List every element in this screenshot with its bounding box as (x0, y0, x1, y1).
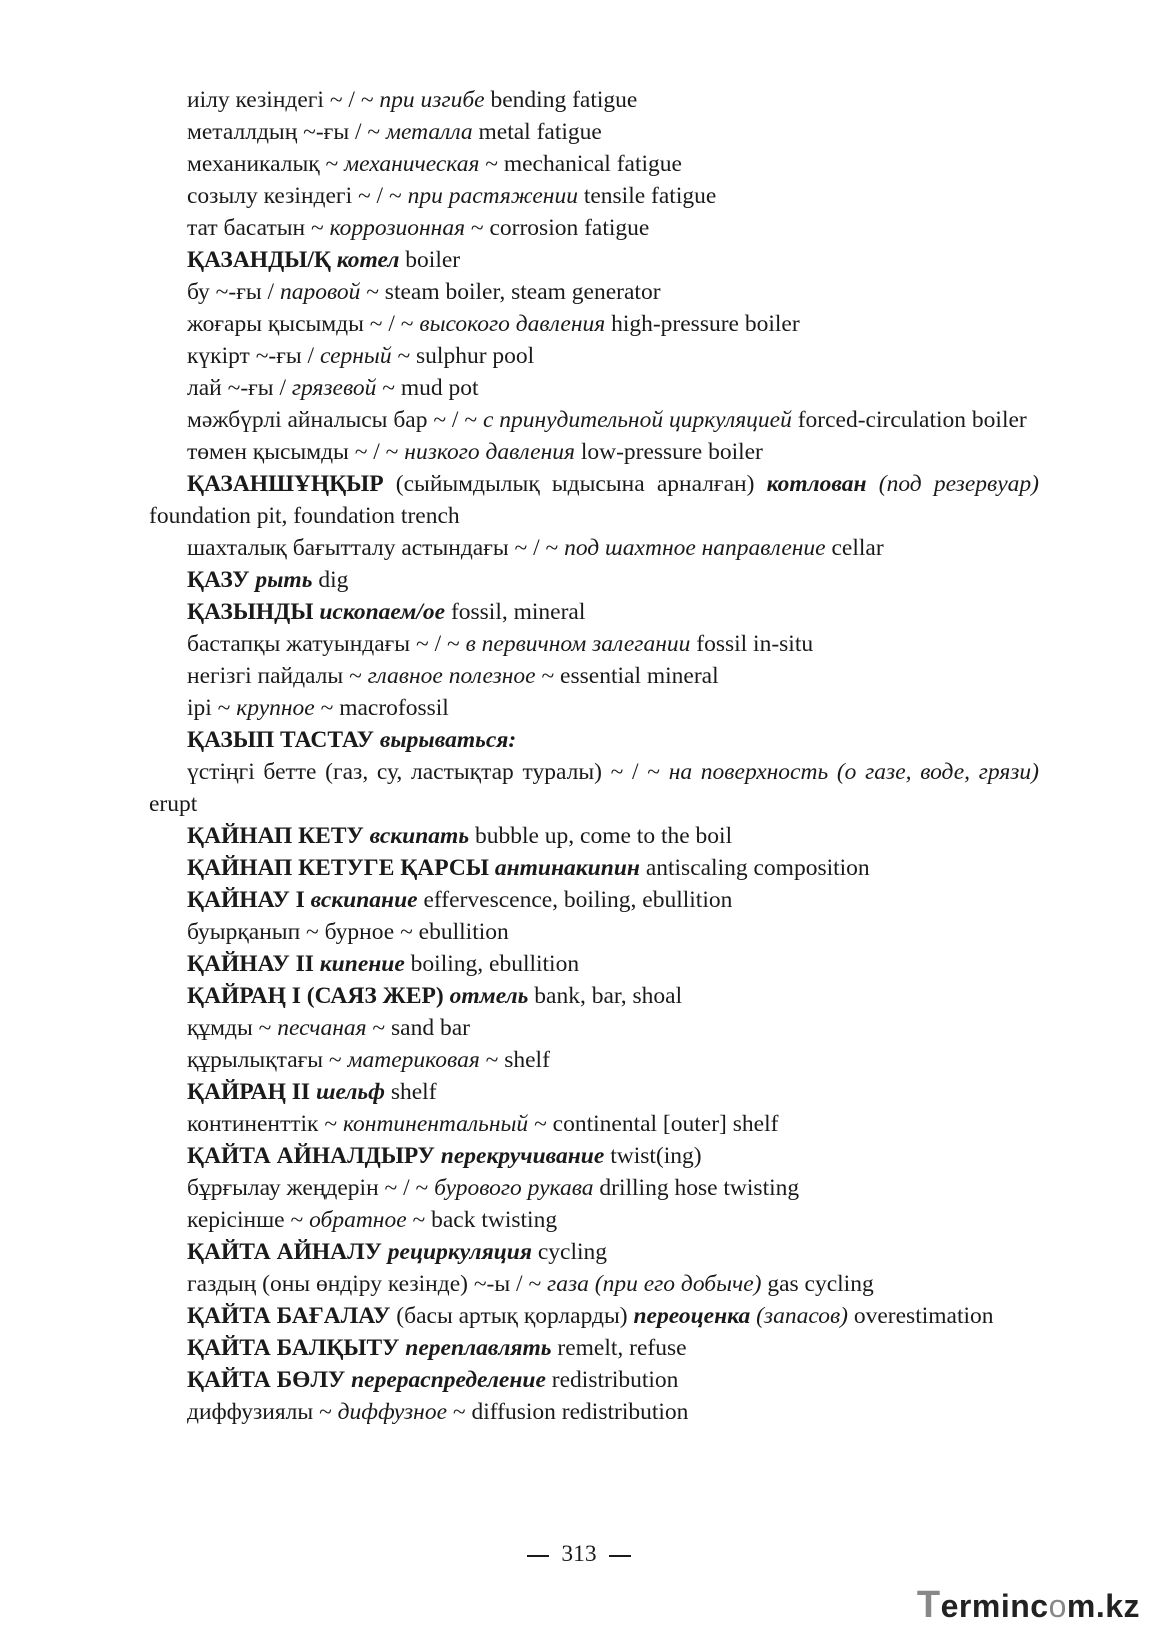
russian-headword: перераспределение (351, 1367, 546, 1393)
headword: ҚАЙНАП КЕТУ (187, 823, 364, 849)
dictionary-entry (149, 340, 1039, 372)
entry-text: bubble up, come to the boil (469, 823, 733, 849)
entry-text: tensile fatigue (577, 183, 717, 209)
russian-term: металла (385, 119, 473, 145)
page-footer (0, 1541, 1158, 1568)
headword: ҚАЗЫНДЫ (187, 599, 314, 625)
entry-text: шахталық бағытталу астындағы ~ / ~ (187, 535, 565, 561)
entry-text: созылу кезіндегі ~ / ~ (187, 183, 408, 209)
headword: ҚАЙНАУ II (187, 951, 314, 977)
dictionary-entry (149, 180, 1039, 212)
entry-text: жоғары қысымды ~ / ~ (187, 311, 420, 337)
headword: ҚАЗАНШҰҢҚЫР (187, 471, 384, 497)
headword: ҚАЙНАП КЕТУГЕ ҚАРСЫ (187, 855, 489, 881)
russian-term: с принудительной циркуляцией (482, 407, 792, 433)
headword: ҚАЗЫП ТАСТАУ (187, 727, 374, 753)
dictionary-entry (149, 1300, 1039, 1332)
russian-term: грязевой (291, 375, 377, 401)
russian-headword: вскипать (369, 823, 470, 849)
entry-text: иілу кезіндегі ~ / ~ (187, 87, 380, 113)
headword: ҚАЙРАҢ I (САЯЗ ЖЕР) (187, 983, 444, 1009)
entry-text: ~ macrofossil (314, 695, 449, 721)
dictionary-entry (149, 212, 1039, 244)
headword: ҚАЙТА АЙНАЛУ (187, 1239, 382, 1265)
entry-text: төмен қысымды ~ / ~ (187, 439, 405, 465)
entry-text: boiler (399, 247, 461, 273)
dictionary-entry (149, 436, 1039, 468)
entry-text: fossil in-situ (690, 631, 814, 657)
entry-text: forced-circulation boiler (791, 407, 1027, 433)
termincom-logo: Termincom.kz (916, 1584, 1140, 1626)
entry-text: boiling, ebullition (404, 951, 580, 977)
entry-text: мәжбүрлі айналысы бар ~ / ~ (187, 407, 483, 433)
entry-text: ~ back twisting (406, 1207, 558, 1233)
entry-text: effervescence, boiling, ebullition (417, 887, 733, 913)
headword: ҚАЙТА АЙНАЛДЫРУ (187, 1143, 435, 1169)
dictionary-entry (149, 1364, 1039, 1396)
russian-term: на поверхность (о газе, воде, грязи) (668, 759, 1039, 785)
dictionary-entry (149, 564, 1039, 596)
entry-text: тат басатын ~ (187, 215, 330, 241)
entry-text (867, 471, 879, 497)
entry-text: күкірт ~-ғы / (187, 343, 320, 369)
russian-headword: шельф (315, 1079, 385, 1105)
entry-text: antiscaling composition (639, 855, 870, 881)
dictionary-entry (149, 692, 1039, 724)
dictionary-entry (149, 1140, 1039, 1172)
headword: ҚАЗУ (187, 567, 250, 593)
entry-text: құрылықтағы ~ (187, 1047, 348, 1073)
dictionary-entry (149, 1236, 1039, 1268)
russian-term: бурового рукава (434, 1175, 594, 1201)
entry-text: redistribution (545, 1367, 679, 1393)
entry-text: high-pressure boiler (605, 311, 800, 337)
russian-headword: вырываться: (379, 727, 517, 753)
russian-headword: рециркуляция (387, 1239, 532, 1265)
dictionary-entry (149, 948, 1039, 980)
dictionary-entry (149, 372, 1039, 404)
entry-text: dig (312, 567, 349, 593)
dictionary-entry (149, 1268, 1039, 1300)
russian-term: паровой (279, 279, 361, 305)
russian-term: газа (при его добыче) (547, 1271, 762, 1297)
russian-term: в первичном залегании (465, 631, 691, 657)
russian-term: диффузное (337, 1399, 448, 1425)
russian-term: главное полезное (367, 663, 536, 689)
entry-text: бастапқы жатуындағы ~ / ~ (187, 631, 466, 657)
russian-term: высокого давления (419, 311, 606, 337)
dictionary-entry (149, 756, 1039, 820)
entry-text: бұрғылау жеңдерін ~ / ~ (187, 1175, 435, 1201)
russian-headword: котлован (766, 471, 867, 497)
russian-term: (под резервуар) (878, 471, 1039, 497)
dictionary-entry (149, 980, 1039, 1012)
russian-term: материковая (347, 1047, 480, 1073)
headword: ҚАЗАНДЫ/Қ (187, 247, 331, 273)
dictionary-entry (149, 1332, 1039, 1364)
dictionary-entry (149, 404, 1039, 436)
russian-term: под шахтное направление (564, 535, 826, 561)
entry-text: ~ sulphur pool (391, 343, 535, 369)
dictionary-entry (149, 468, 1039, 532)
entry-text: механикалық ~ (187, 151, 345, 177)
entry-text: cellar (825, 535, 884, 561)
footer-dash-right (609, 1555, 631, 1557)
page-number: 313 (561, 1541, 597, 1567)
headword: ҚАЙНАУ I (187, 887, 305, 913)
entry-text: gas cycling (761, 1271, 874, 1297)
dictionary-entry (149, 820, 1039, 852)
entry-text: металлдың ~-ғы / ~ (187, 119, 386, 145)
entry-text: erupt (149, 791, 198, 817)
entry-text: drilling hose twisting (593, 1175, 800, 1201)
entry-text: құмды ~ (187, 1015, 278, 1041)
entry-text: ~ steam boiler, steam generator (360, 279, 661, 305)
dictionary-entry (149, 1204, 1039, 1236)
russian-headword: отмель (449, 983, 529, 1009)
russian-term: механическая (344, 151, 480, 177)
russian-headword: рыть (255, 567, 313, 593)
entry-text: газдың (оны өндіру кезінде) ~-ы / ~ (187, 1271, 548, 1297)
entry-text: ~ shelf (479, 1047, 550, 1073)
entry-text: fossil, mineral (445, 599, 586, 625)
russian-term: континентальный (342, 1111, 529, 1137)
entry-text: ~ diffusion redistribution (447, 1399, 689, 1425)
entry-text: twist(ing) (604, 1143, 702, 1169)
dictionary-entry (149, 84, 1039, 116)
entry-text: metal fatigue (472, 119, 602, 145)
dictionary-entry (149, 724, 1039, 756)
dictionary-entry (149, 308, 1039, 340)
dictionary-entry (149, 1044, 1039, 1076)
dictionary-entry (149, 1396, 1039, 1428)
dictionary-entry (149, 148, 1039, 180)
entry-text: (басы артық қорларды) (390, 1303, 634, 1329)
russian-term: песчаная (277, 1015, 367, 1041)
russian-headword: вскипание (310, 887, 418, 913)
entry-text: low-pressure boiler (574, 439, 763, 465)
dictionary-entry (149, 884, 1039, 916)
headword: ҚАЙТА БӨЛУ (187, 1367, 346, 1393)
russian-headword: антинакипин (494, 855, 640, 881)
entry-text: континенттік ~ (187, 1111, 343, 1137)
dictionary-entry (149, 1012, 1039, 1044)
dictionary-entry (149, 116, 1039, 148)
entry-text: ~ mechanical fatigue (479, 151, 682, 177)
entry-text: ~ corrosion fatigue (465, 215, 650, 241)
entry-text: ~ mud pot (376, 375, 479, 401)
russian-headword: перекручивание (440, 1143, 605, 1169)
headword: ҚАЙРАҢ II (187, 1079, 311, 1105)
russian-headword: переоценка (633, 1303, 751, 1329)
footer-dash-left (527, 1555, 549, 1557)
russian-headword: котел (336, 247, 400, 273)
dictionary-entry (149, 1108, 1039, 1140)
entry-text: (сыйымдылық ыдысына арналған) (383, 471, 767, 497)
entry-text: shelf (384, 1079, 437, 1105)
russian-term: низкого давления (404, 439, 575, 465)
dictionary-entry (149, 596, 1039, 628)
russian-term: при растяжении (407, 183, 578, 209)
entry-text: ~ sand bar (366, 1015, 470, 1041)
entry-text: overestimation (847, 1303, 994, 1329)
entry-text: үстіңгі бетте (газ, су, ластықтар туралы) ~ / ~ (187, 759, 669, 785)
russian-term: обратное (309, 1207, 407, 1233)
entry-text: негізгі пайдалы ~ (187, 663, 368, 689)
dictionary-entry (149, 660, 1039, 692)
entry-text: лай ~-ғы / (187, 375, 292, 401)
dictionary-entry (149, 852, 1039, 884)
dictionary-page (149, 84, 1039, 1428)
entry-text: cycling (531, 1239, 608, 1265)
russian-term: при изгибе (379, 87, 485, 113)
dictionary-entry (149, 628, 1039, 660)
russian-headword: переплавлять (405, 1335, 552, 1361)
russian-term: (запасов) (756, 1303, 848, 1329)
entry-text: foundation pit, foundation trench (149, 503, 460, 529)
russian-term: коррозионная (329, 215, 466, 241)
entry-text: диффузиялы ~ (187, 1399, 338, 1425)
entry-text: bank, bar, shoal (528, 983, 683, 1009)
entry-text: буырқанып ~ бурное ~ ebullition (187, 919, 509, 945)
dictionary-entry (149, 1076, 1039, 1108)
russian-headword: ископаем/ое (319, 599, 446, 625)
russian-headword: кипение (319, 951, 405, 977)
entry-text: ~ continental [outer] shelf (528, 1111, 779, 1137)
dictionary-entry (149, 1172, 1039, 1204)
entry-text: remelt, refuse (551, 1335, 687, 1361)
entry-text: ~ essential mineral (535, 663, 719, 689)
headword: ҚАЙТА БАҒАЛАУ (187, 1303, 391, 1329)
entry-text: бу ~-ғы / (187, 279, 280, 305)
russian-term: серный (319, 343, 392, 369)
entry-text: bending fatigue (484, 87, 638, 113)
dictionary-entry (149, 916, 1039, 948)
dictionary-entry (149, 532, 1039, 564)
dictionary-entry (149, 244, 1039, 276)
headword: ҚАЙТА БАЛҚЫТУ (187, 1335, 400, 1361)
russian-term: крупное (236, 695, 315, 721)
entry-text: ірі ~ (187, 695, 237, 721)
dictionary-entry (149, 276, 1039, 308)
entry-text: керісінше ~ (187, 1207, 310, 1233)
